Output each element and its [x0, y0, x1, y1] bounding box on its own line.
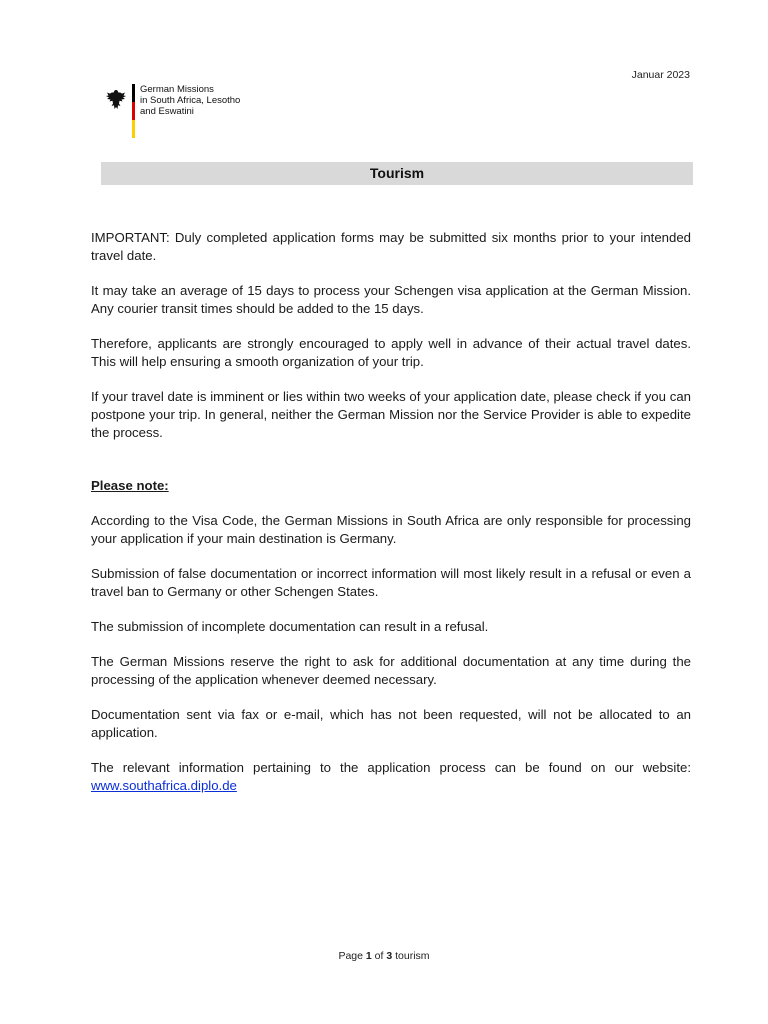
- page-title: Tourism: [101, 162, 693, 185]
- mission-logo: [104, 84, 274, 140]
- footer-page-total: 3: [386, 950, 393, 962]
- note-heading: Please note:: [91, 478, 169, 493]
- mission-name-line3: and Eswatini: [140, 106, 194, 117]
- paragraph-visa-code: According to the Visa Code, the German Missions in South Africa are only responsible for processing your application if your main destination is Germany.: [91, 513, 691, 546]
- footer-of: of: [374, 950, 384, 962]
- paragraph-important: IMPORTANT: Duly completed application forms may be submitted six months prior to your intended travel date.: [91, 230, 691, 263]
- paragraph-fax-email: Documentation sent via fax or e-mail, which has not been requested, will not be allocated to an application.: [91, 707, 691, 740]
- spacer: [91, 459, 691, 477]
- paragraph-apply-early: Therefore, applicants are strongly encouraged to apply well in advance of their actual travel dates. This will help ensuring a smooth organization of your trip.: [91, 336, 691, 369]
- flag-black: [132, 84, 135, 102]
- paragraph-false-documentation: Submission of false documentation or incorrect information will most likely result in a refusal or even a travel ban to Germany or other Schengen States.: [91, 566, 691, 599]
- flag-red: [132, 102, 135, 120]
- paragraph-incomplete-documentation: The submission of incomplete documentation can result in a refusal.: [91, 619, 489, 634]
- mission-name-line1: German Missions: [140, 84, 214, 95]
- paragraph-processing-time: It may take an average of 15 days to process your Schengen visa application at the German Mission. Any courier transit times should be added to the 15 days.: [91, 283, 691, 316]
- paragraph-additional-documentation: The German Missions reserve the right to ask for additional documentation at any time during the processing of the application whenever deemed necessary.: [91, 654, 691, 687]
- paragraph-website: [91, 759, 691, 795]
- paragraph-imminent-travel: If your travel date is imminent or lies within two weeks of your application date, please check if you can postpone your trip. In general, neither the German Mission nor the Service Provider is able to expedite the process.: [91, 389, 691, 440]
- document-date: Januar 2023: [631, 69, 690, 81]
- website-link[interactable]: www.southafrica.diplo.de: [91, 778, 237, 793]
- mission-name-line2: in South Africa, Lesotho: [140, 95, 241, 106]
- footer-suffix: tourism: [395, 950, 430, 962]
- mission-name: [140, 84, 280, 117]
- document-body: [91, 229, 691, 812]
- footer-prefix: Page: [338, 950, 363, 962]
- page-footer: [0, 950, 768, 962]
- footer-page-number: 1: [365, 950, 372, 962]
- flag-stripe: [132, 84, 135, 138]
- flag-gold: [132, 120, 135, 138]
- website-text: The relevant information pertaining to the application process can be found on our website:: [91, 760, 691, 775]
- federal-eagle-icon: [104, 88, 128, 112]
